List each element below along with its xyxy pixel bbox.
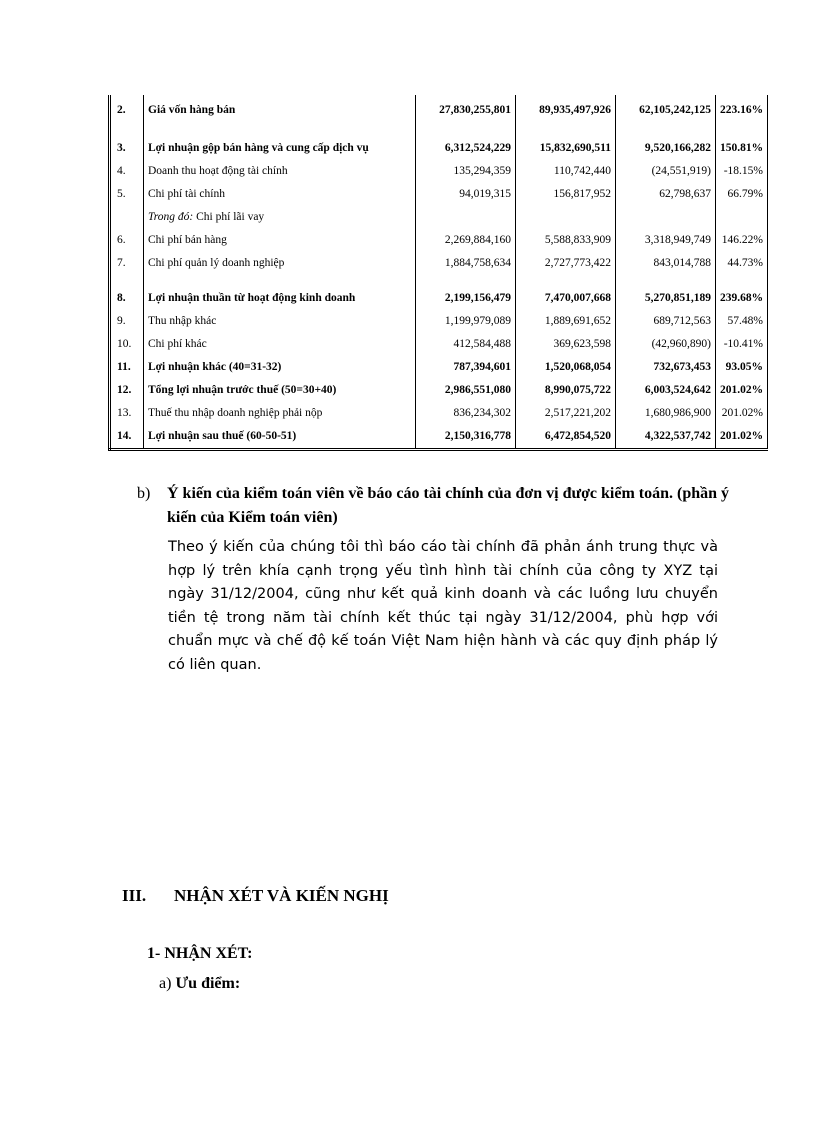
table-row <box>110 95 768 125</box>
row-name: Chi phí tài chính <box>144 183 416 206</box>
table-row <box>110 229 768 252</box>
row-name: Lợi nhuận gộp bán hàng và cung cấp dịch vụ <box>144 137 416 160</box>
row-name: Doanh thu hoạt động tài chính <box>144 160 416 183</box>
value-col3: 843,014,788 <box>616 252 716 275</box>
value-col1: 1,199,979,089 <box>416 310 516 333</box>
value-percent: 201.02% <box>716 379 768 402</box>
value-col2: 8,990,075,722 <box>516 379 616 402</box>
subsection-a-label: a) <box>159 975 172 992</box>
row-name: Thu nhập khác <box>144 310 416 333</box>
value-col3: 689,712,563 <box>616 310 716 333</box>
section-3-title: NHẬN XÉT VÀ KIẾN NGHỊ <box>174 886 389 905</box>
row-number: 4. <box>110 160 144 183</box>
value-col2: 89,935,497,926 <box>516 95 616 125</box>
row-number: 9. <box>110 310 144 333</box>
row-number: 3. <box>110 137 144 160</box>
section-3-heading <box>122 886 389 906</box>
row-name: Lợi nhuận thuần từ hoạt động kinh doanh <box>144 287 416 310</box>
value-col1: 2,269,884,160 <box>416 229 516 252</box>
value-col1: 412,584,488 <box>416 333 516 356</box>
value-col1: 787,394,601 <box>416 356 516 379</box>
value-col3: 62,105,242,125 <box>616 95 716 125</box>
table-row <box>110 206 768 229</box>
value-col1: 6,312,524,229 <box>416 137 516 160</box>
value-percent: 66.79% <box>716 183 768 206</box>
row-number: 2. <box>110 95 144 125</box>
section-b-heading <box>137 482 737 530</box>
section-3-number: III. <box>122 886 147 905</box>
subsection-a-heading <box>159 975 240 993</box>
row-name-italic: Trong đó: <box>148 211 194 223</box>
value-percent: -18.15% <box>716 160 768 183</box>
row-number <box>110 206 144 229</box>
value-col3: 5,270,851,189 <box>616 287 716 310</box>
value-percent: 93.05% <box>716 356 768 379</box>
value-col3: 3,318,949,749 <box>616 229 716 252</box>
value-col1: 2,986,551,080 <box>416 379 516 402</box>
value-col2: 1,889,691,652 <box>516 310 616 333</box>
table-row <box>110 379 768 402</box>
section-b-label: b) <box>137 485 151 502</box>
row-name: Lợi nhuận sau thuế (60-50-51) <box>144 425 416 450</box>
value-percent: 201.02% <box>716 402 768 425</box>
value-col1: 2,199,156,479 <box>416 287 516 310</box>
auditor-opinion-paragraph: Theo ý kiến của chúng tôi thì báo cáo tài chính đã phản ánh trung thực và hợp lý trên khía cạnh trọng yếu tình hình tài chính của công ty XYZ tại ngày 31/12/2004, cũng như kết quả kinh doanh và các luồng lưu chuyển tiền tệ trong năm tài chính kết thúc tại ngày 31/12/2004, phù hợp với chuẩn mực và chế độ kế toán Việt Nam hiện hành và các quy định pháp lý có liên quan. <box>168 539 718 673</box>
row-number: 7. <box>110 252 144 275</box>
table-row <box>110 183 768 206</box>
value-col2 <box>516 206 616 229</box>
value-col2: 156,817,952 <box>516 183 616 206</box>
value-col3: 62,798,637 <box>616 183 716 206</box>
value-col3: (42,960,890) <box>616 333 716 356</box>
table-row <box>110 160 768 183</box>
table-row <box>110 333 768 356</box>
table-row <box>110 356 768 379</box>
value-percent: 57.48% <box>716 310 768 333</box>
table-row <box>110 252 768 275</box>
table-row <box>110 287 768 310</box>
value-col1 <box>416 206 516 229</box>
value-col3: 4,322,537,742 <box>616 425 716 450</box>
value-percent: 150.81% <box>716 137 768 160</box>
row-name: Tổng lợi nhuận trước thuế (50=30+40) <box>144 379 416 402</box>
value-percent <box>716 206 768 229</box>
value-col1: 27,830,255,801 <box>416 95 516 125</box>
value-col3: 6,003,524,642 <box>616 379 716 402</box>
row-name: Giá vốn hàng bán <box>144 95 416 125</box>
spacer-row <box>110 275 768 287</box>
table-row <box>110 310 768 333</box>
row-number: 13. <box>110 402 144 425</box>
subsection-1-heading <box>147 945 252 963</box>
row-number: 10. <box>110 333 144 356</box>
spacer-row <box>110 125 768 137</box>
value-col2: 110,742,440 <box>516 160 616 183</box>
value-col2: 7,470,007,668 <box>516 287 616 310</box>
value-col3 <box>616 206 716 229</box>
value-col1: 836,234,302 <box>416 402 516 425</box>
subsection-1-number: 1- <box>147 945 161 962</box>
value-col2: 369,623,598 <box>516 333 616 356</box>
value-percent: -10.41% <box>716 333 768 356</box>
row-number: 6. <box>110 229 144 252</box>
value-col1: 1,884,758,634 <box>416 252 516 275</box>
row-name: Lợi nhuận khác (40=31-32) <box>144 356 416 379</box>
subsection-a-title: Ưu điểm: <box>175 975 241 992</box>
row-number: 14. <box>110 425 144 450</box>
value-percent: 44.73% <box>716 252 768 275</box>
value-col3: 732,673,453 <box>616 356 716 379</box>
table-row <box>110 137 768 160</box>
value-col2: 2,727,773,422 <box>516 252 616 275</box>
value-percent: 239.68% <box>716 287 768 310</box>
row-number: 12. <box>110 379 144 402</box>
value-col2: 6,472,854,520 <box>516 425 616 450</box>
table-row <box>110 425 768 450</box>
value-col2: 5,588,833,909 <box>516 229 616 252</box>
value-col2: 2,517,221,202 <box>516 402 616 425</box>
row-number: 11. <box>110 356 144 379</box>
table-row <box>110 402 768 425</box>
row-name <box>144 206 416 229</box>
section-b-title: Ý kiến của kiểm toán viên về báo cáo tài chính của đơn vị được kiểm toán. (phần ý kiến của Kiểm toán viên) <box>167 485 730 526</box>
value-col1: 94,019,315 <box>416 183 516 206</box>
value-percent: 223.16% <box>716 95 768 125</box>
row-name: Chi phí quản lý doanh nghiệp <box>144 252 416 275</box>
row-name: Chi phí khác <box>144 333 416 356</box>
value-col3: (24,551,919) <box>616 160 716 183</box>
value-col2: 15,832,690,511 <box>516 137 616 160</box>
financial-table <box>108 95 768 451</box>
row-name-text: Chi phí lãi vay <box>193 211 265 223</box>
row-name: Thuế thu nhập doanh nghiệp phải nộp <box>144 402 416 425</box>
value-col3: 1,680,986,900 <box>616 402 716 425</box>
value-col2: 1,520,068,054 <box>516 356 616 379</box>
row-number: 5. <box>110 183 144 206</box>
row-name: Chi phí bán hàng <box>144 229 416 252</box>
value-col3: 9,520,166,282 <box>616 137 716 160</box>
value-percent: 146.22% <box>716 229 768 252</box>
row-number: 8. <box>110 287 144 310</box>
subsection-1-title: NHẬN XÉT: <box>164 945 253 962</box>
value-col1: 135,294,359 <box>416 160 516 183</box>
value-col1: 2,150,316,778 <box>416 425 516 450</box>
value-percent: 201.02% <box>716 425 768 450</box>
